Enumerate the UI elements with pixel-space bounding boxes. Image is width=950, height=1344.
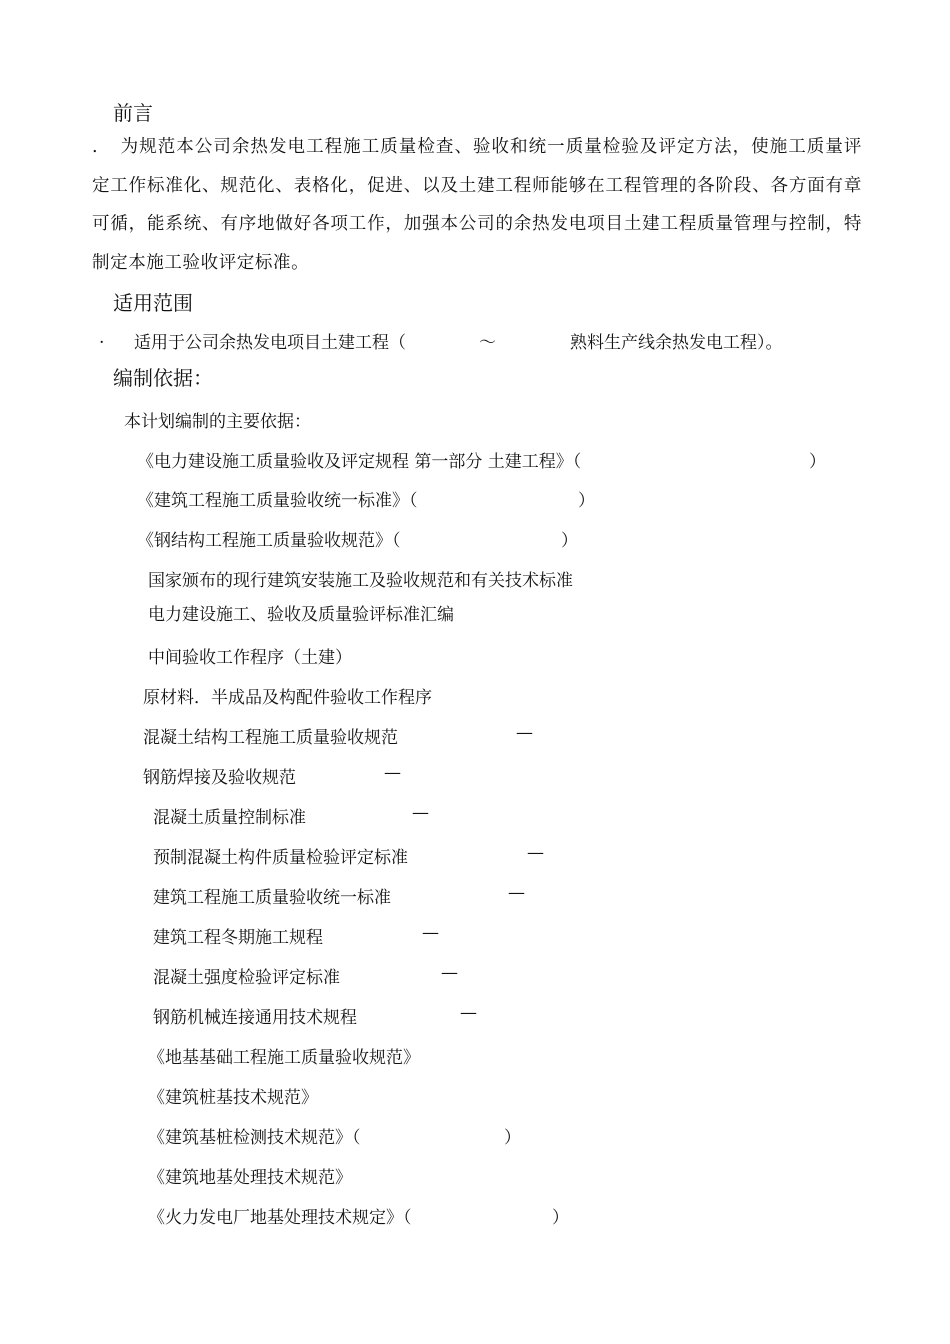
basis-item-dash: — <box>460 1003 477 1023</box>
basis-item: 预制混凝土构件质量检验评定标准 <box>153 848 408 868</box>
basis-item: 《火力发电厂地基处理技术规定》（ <box>148 1208 412 1228</box>
basis-item: 混凝土质量控制标准 <box>153 808 306 828</box>
preface-paragraph <box>92 128 862 282</box>
basis-item: 《建筑基桩检测技术规范》（ <box>148 1128 361 1148</box>
basis-item-dash: — <box>516 723 533 743</box>
section-heading-preface: 前言 <box>113 101 153 125</box>
section-heading-basis: 编制依据： <box>113 366 213 390</box>
basis-item: 《地基基础工程施工质量验收规范》 <box>148 1048 420 1068</box>
basis-item: 混凝土结构工程施工质量验收规范 <box>143 728 398 748</box>
scope-tilde: ～ <box>479 333 496 353</box>
basis-item-close: ） <box>504 1128 521 1148</box>
basis-intro: 本计划编制的主要依据： <box>124 412 311 432</box>
basis-item-close: ） <box>561 531 578 551</box>
basis-item: 中间验收工作程序（土建） <box>148 648 352 668</box>
basis-item-dash: — <box>527 843 544 863</box>
basis-item: 原材料．半成品及构配件验收工作程序 <box>143 688 432 708</box>
basis-item: 电力建设施工、验收及质量验评标准汇编 <box>148 605 454 625</box>
basis-item-dash: — <box>412 803 429 823</box>
basis-item: 钢筋机械连接通用技术规程 <box>153 1008 357 1028</box>
basis-item: 《建筑地基处理技术规范》 <box>148 1168 352 1188</box>
basis-item-close: ） <box>552 1208 569 1228</box>
basis-item-dash: — <box>384 763 401 783</box>
basis-item: 《建筑工程施工质量验收统一标准》（ <box>137 491 418 511</box>
basis-item: 《钢结构工程施工质量验收规范》（ <box>137 531 401 551</box>
basis-item: 国家颁布的现行建筑安装施工及验收规范和有关技术标准 <box>148 571 573 591</box>
scope-text-a: 适用于公司余热发电项目土建工程（ <box>134 333 406 353</box>
basis-item-close: ） <box>809 452 826 472</box>
basis-item: 混凝土强度检验评定标准 <box>153 968 340 988</box>
basis-item-dash: — <box>508 883 525 903</box>
scope-text-b: 熟料生产线余热发电工程）。 <box>570 333 783 353</box>
basis-item: 《建筑桩基技术规范》 <box>148 1088 318 1108</box>
basis-item: 建筑工程冬期施工规程 <box>153 928 323 948</box>
preface-marker: . <box>92 137 99 157</box>
section-heading-scope: 适用范围 <box>113 291 193 315</box>
scope-marker: . <box>99 328 105 348</box>
basis-item: 《电力建设施工质量验收及评定规程 第一部分 土建工程》（ <box>137 452 582 472</box>
basis-item-close: ） <box>578 491 595 511</box>
basis-item: 钢筋焊接及验收规范 <box>143 768 296 788</box>
preface-text: 为规范本公司余热发电工程施工质量检查、验收和统一质量检验及评定方法，使施工质量评定工作标准化、规范化、表格化，促进、以及土建工程师能够在工程管理的各阶段、各方面有章可循，能系统、有序地做好各项工作，加强本公司的余热发电项目土建工程质量管理与控制，特制定本施工验收评定标准。 <box>92 137 862 273</box>
basis-item-dash: — <box>422 923 439 943</box>
basis-item: 建筑工程施工质量验收统一标准 <box>153 888 391 908</box>
basis-item-dash: — <box>441 963 458 983</box>
